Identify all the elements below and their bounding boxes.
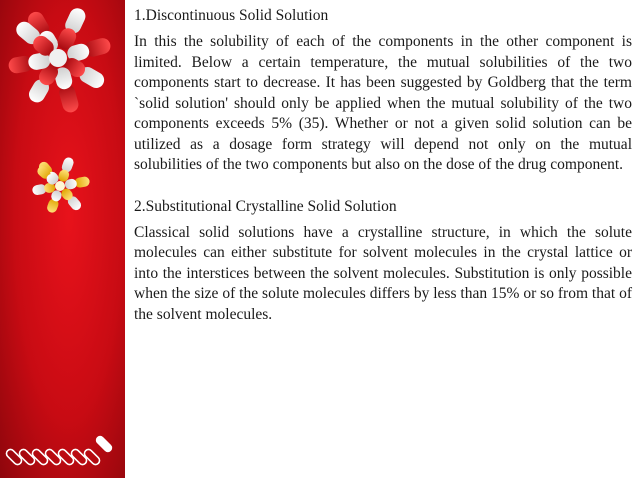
pill-row-icon	[5, 435, 113, 466]
slide-content	[134, 6, 632, 325]
section-heading-substitutional: 2.Substitutional Crystalline Solid Solution	[134, 197, 397, 215]
capsule-cluster-large-icon	[7, 6, 112, 114]
decorative-side-band	[0, 0, 125, 478]
section-heading-discontinuous: 1.Discontinuous Solid Solution	[134, 7, 329, 24]
capsule-cluster-small-icon	[32, 156, 91, 214]
section-body-substitutional: Classical solid solutions have a crystalline structure, in which the solute molecules can either substitute for solvent molecules in the crystal lattice or into the interstices between the solvent molecules. Substitution is only possible when the size of the solute molecules differs by less than 15% or so from that of the solvent molecules.	[134, 223, 632, 323]
section-body-discontinuous: In this the solubility of each of the components in the other component is limited. Below a certain temperature, the mutual solubilities of the two components start to decrease. It has been suggested by Goldberg that the term `solid solution' should only be applied when the mutual solubility of the two components exceeds 5% (35). Whether or not a given solid solution can be utilized as a dosage form strategy will depend not only on the mutual solubilities of the two components but also on the dose of the drug component.	[134, 33, 632, 173]
